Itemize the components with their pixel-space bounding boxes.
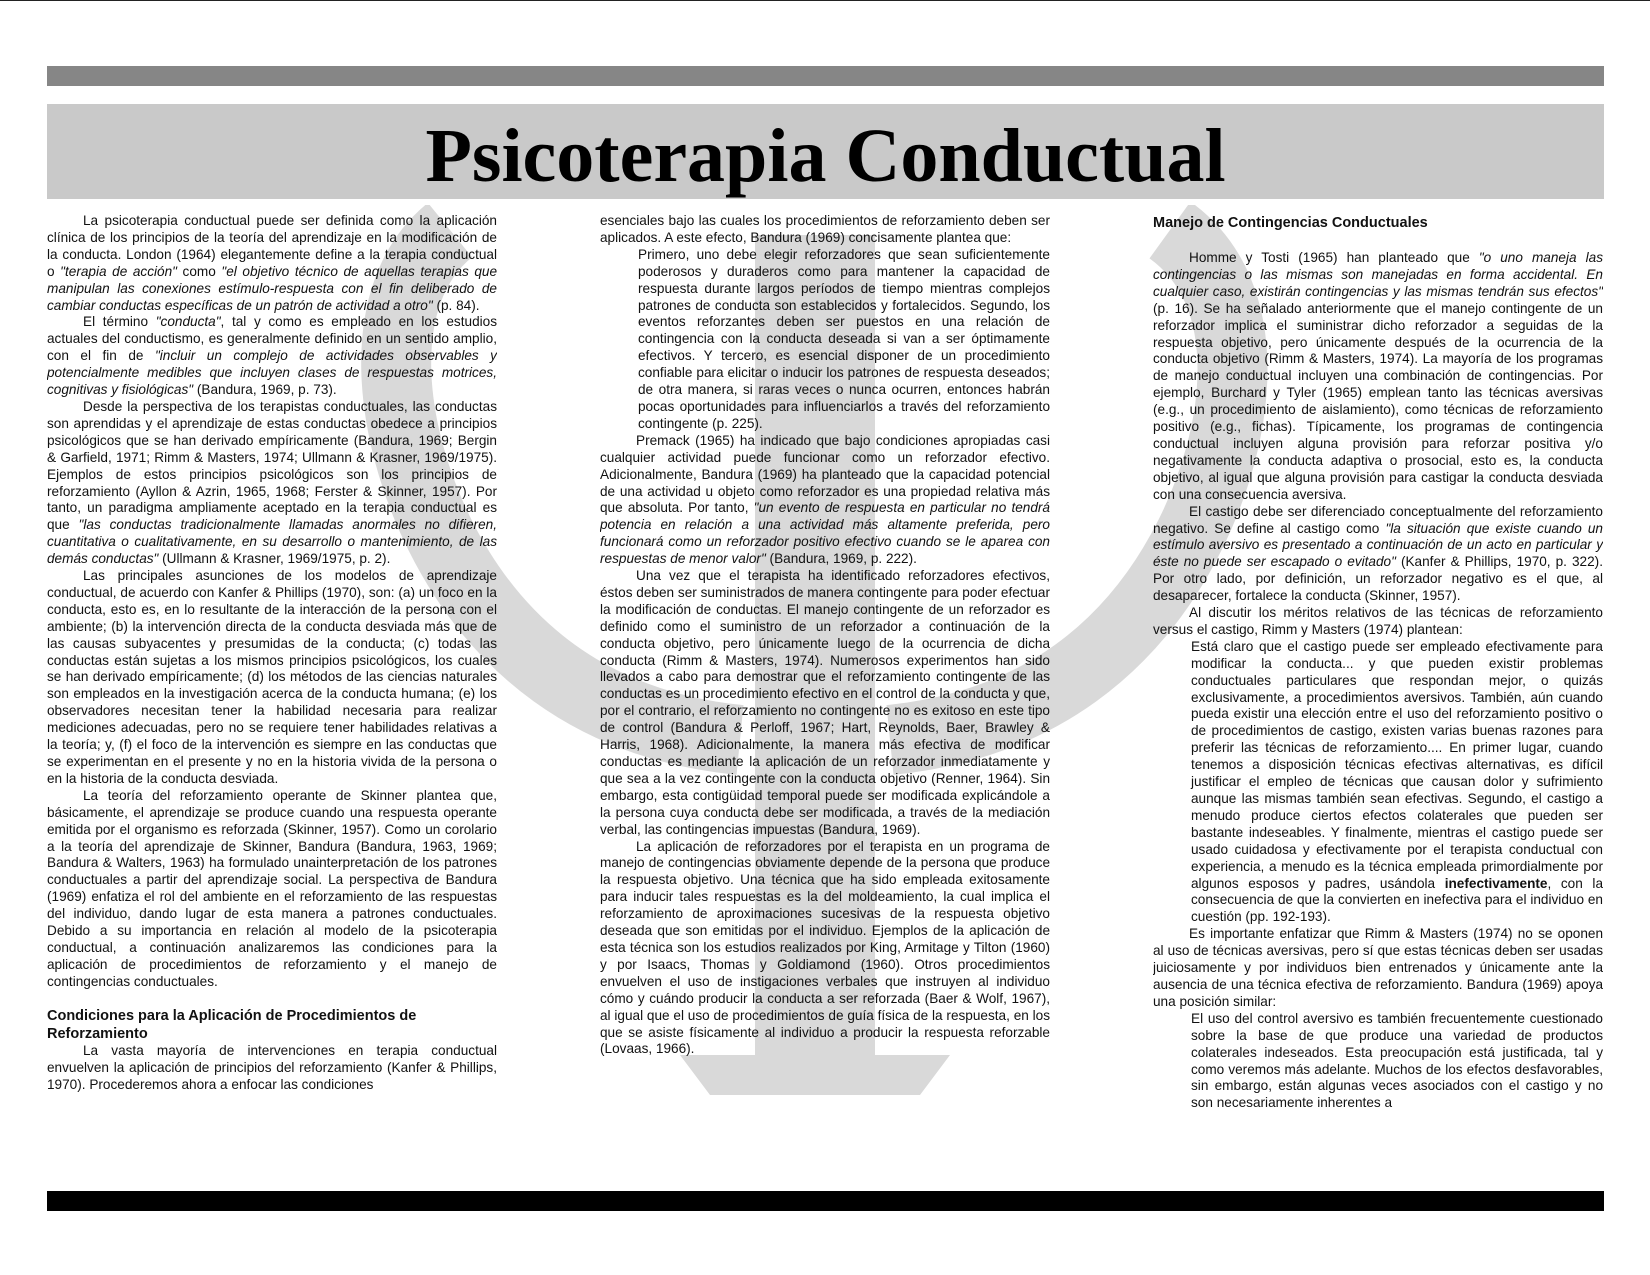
quote-run: "la situación que existe cuando un estímulo aversivo es presentado a continuación de un acto en particular y éste no puede ser escapado o evitado" — [1153, 520, 1603, 570]
quote-run: "o uno maneja las contingencias o las mismas son manejadas en forma accidental. En cualquier caso, existirán contingencias y las mismas tendrán sus efectos" — [1153, 250, 1603, 299]
text-run: Homme y Tosti (1965) han planteado que — [1189, 250, 1479, 265]
col2-paragraph-2 — [600, 433, 1050, 568]
footer-bar — [47, 1191, 1604, 1211]
text-run: , tal y como es empleado en los estudios actuales del conductismo, es generalmente definido en un sentido amplio, con el fin de — [47, 314, 497, 364]
text-run: El término — [83, 314, 156, 330]
col1-paragraph-5: La teoría del reforzamiento operante de Skinner plantea que, básicamente, el aprendizaje se produce cuando una respuesta operante emitida por el organismo es reforzada (Skinner, 1957). Como un corolario a la teoría del aprendizaje de Skinner, Bandura (Bandura, 1963, 1969; Bandura & Walters, 1963) ha formulado unainterpretación de los patrones conductuales a partir del aprendizaje social. La perspectiva de Bandura (1969) enfatiza el rol del ambiente en el reforzamiento de las respuestas del individuo, dando lugar de esta manera a patrones conductuales. Debido a su importancia en relación al modelo de la psicoterapia conductual, a continuación analizaremos las condiciones para la aplicación de procedimientos de reforzamiento y el manejo de contingencias conductuales. — [47, 787, 497, 989]
quote-run: "el objetivo técnico de aquellas terapias que manipulan las conexiones estímulo-respuesta con el fin deliberado de cambiar conductas específicas de un patrón de actividad a otro" — [47, 263, 497, 313]
column-2 — [600, 213, 1050, 1163]
section-heading-conditions: Condiciones para la Aplicación de Procedimientos de Reforzamiento — [47, 1007, 417, 1042]
column-1 — [47, 213, 497, 1163]
text-run: Está claro que el castigo puede ser empleado efectivamente para modificar la conducta... y que pueden existir problemas conductuales particulares que respondan mejor, o quizás exclusivamente, a procedimientos aversivos. También, aún cuando pueda existir una elección entre el uso del reforzamiento positivo o de procedimientos de castigo, existen varias buenas razones para preferir las técnicas de reforzamiento.... En primer lugar, cuando tenemos a disposición técnicas efectivas alternativas, es difícil justificar el empleo de técnicas que causan dolor y sufrimiento aunque las mismas también sean efectivas. Segundo, el castigo a menudo produce ciertos efectos colaterales que pueden ser bastante indeseables. Y finalmente, mientras el castigo puede ser usado cuidadosa y efectivamente por el terapista conductual con experiencia, a menudo es la técnica empleada primordialmente por algunos esposos y padres, usándola — [1191, 638, 1603, 891]
text-run: como — [176, 263, 222, 279]
col3-blockquote-1 — [1191, 639, 1603, 926]
col3-paragraph-3: Al discutir los méritos relativos de las técnicas de reforzamiento versus el castigo, Rimm y Masters (1974) plantean: — [1153, 605, 1603, 637]
section-heading-contingencies: Manejo de Contingencias Conductuales — [1153, 215, 1428, 231]
text-run: , con la consecuencia de que la convierten en inefectiva para el individuo en cuestión (pp. 192-193). — [1191, 875, 1603, 925]
quote-run: "incluir un complejo de actividades observables y potencialmente medibles que incluyen clases de respuestas motrices, cognitivas y fisiológicas" — [47, 348, 497, 398]
text-run: El castigo debe ser diferenciado conceptualmente del reforzamiento negativo. Se define al castigo como — [1153, 503, 1603, 536]
col3-paragraph-1 — [1153, 250, 1603, 504]
top-rule — [0, 0, 1650, 1]
text-run: (Bandura, 1969, p. 222). — [765, 551, 917, 567]
col2-blockquote-1: Primero, uno debe elegir reforzadores que sean suficientemente poderosos y duraderos como para mantener la capacidad de respuesta durante largos períodos de tiempo mientras complejos patrones de conducta son establecidos y fortalecidos. Segundo, los eventos reforzantes deben ser puestos en una relación de contingencia con la conducta deseada si van a ser óptimamente efectivos. Y tercero, es esencial disponer de un procedimiento confiable para elicitar o inducir los patrones de respuesta deseados; de otra manera, si raras veces o nunca ocurren, entonces habrán pocas oportunidades para influenciarlos a través del reforzamiento contingente (p. 225). — [638, 246, 1050, 431]
text-run: Desde la perspectiva de los terapistas conductuales, las conductas son aprendidas y el aprendizaje de estas conductas obedece a principios psicológicos que se han derivado empíricamente (Bandura, 1969; Bergin & Garfield, 1971; Rimm & Masters, 1974; Ullmann & Krasner, 1969/1975). Ejemplos de estos principios psicológicos son los principios de reforzamiento (Ayllon & Azrin, 1965, 1968; Ferster & Skinner, 1957). Por tanto, un paradigma ampliamente aceptado en la terapia conductual es que — [47, 398, 497, 533]
col1-paragraph-1 — [47, 213, 497, 314]
col3-blockquote-2: El uso del control aversivo es también frecuentemente cuestionado sobre la base de que produce una variedad de productos colaterales indeseados. Esta preocupación está justificada, tal y como veremos más adelante. Muchos de los efectos desfavorables, sin embargo, están algunas veces asociados con el castigo y no son necesariamente inherentes a — [1191, 1010, 1603, 1111]
header-band-dark — [47, 66, 1604, 86]
col1-paragraph-3 — [47, 399, 497, 568]
text-run: (p. 84). — [432, 297, 480, 313]
title-band — [47, 104, 1604, 199]
quote-run: "un evento de respuesta en particular no tendrá potencia en relación a una actividad más altamente preferida, pero funcionará como un reforzador positivo efectivo cuando se le aparea con respuestas de menor valor" — [600, 500, 1050, 567]
col2-paragraph-3: Una vez que el terapista ha identificado reforzadores efectivos, éstos deben ser suministrados de manera contingente para poder efectuar la modificación de conductas. El manejo contingente de un reforzador es definido como el suministro de un reforzador a continuación de la conducta objetivo, pero únicamente luego de la ocurrencia de dicha conducta (Rimm & Masters, 1974). Numerosos experimentos han sido llevados a cabo para demostrar que el reforzamiento contingente de las conductas es un procedimiento efectivo en el control de la conducta y que, por el contrario, el reforzamiento no contingente no es exitoso en este tipo de control (Bandura & Perloff, 1967; Hart, Reynolds, Baer, Brawley & Harris, 1968). Adicionalmente, la manera más efectiva de modificar conductas es mediante la aplicación de un reforzador inmediatamente y que sea a la vez contingente con la conducta objetivo (Renner, 1964). Sin embargo, esta contigüidad temporal puede ser modificada explicándole a la persona cuya conducta debe ser modificada, a través de la mediación verbal, las contingencias impuestas (Bandura, 1969). — [600, 568, 1050, 837]
col3-paragraph-2 — [1153, 504, 1603, 605]
col1-paragraph-4: Las principales asunciones de los modelos de aprendizaje conductual, de acuerdo con Kanfer & Phillips (1970), son: (a) un foco en la conducta, esto es, en lo resultante de la interacción de la persona con el ambiente; (b) la intervención directa de la conducta desviada más que de las causas subyacentes y presumidas de la conducta; (c) todas las conductas están sujetas a los mismos principios psicológicos, los cuales se han derivado empíricamente; (d) los métodos de las ciencias naturales son empleados en la investigación acerca de la conducta humana; (e) los observadores necesitan tener la habilidad necesaria para realizar mediciones adecuadas, pero no se requiere tener habilidades relativas a la teoría; y, (f) el foco de la intervención es siempre en las conductas que se experimentan en el presente y no en la historia vivida de la persona o en la historia de la conducta desviada. — [47, 568, 497, 786]
column-3 — [1153, 214, 1603, 1164]
text-run: (Bandura, 1969, p. 73). — [193, 382, 337, 398]
quote-run: "terapia de acción" — [60, 263, 177, 279]
col2-paragraph-1: esenciales bajo las cuales los procedimientos de reforzamiento deben ser aplicados. A este efecto, Bandura (1969) concisamente plantea que: — [600, 213, 1050, 245]
quote-run: "conducta" — [155, 314, 221, 330]
text-run: (p. 16). Se ha señalado anteriormente que el manejo contingente de un reforzador implica el suministrar dicho reforzador a seguidas de la respuesta objetivo, pero únicamente después de la ocurrencia de la conducta objetivo (Rimm & Masters, 1974). La mayoría de los programas de manejo conductual incluyen una combinación de contingencias. Por ejemplo, Burchard y Tyler (1965) emplean tanto las técnicas aversivas (e.g., un procedimiento de aislamiento), como técnicas de reforzamiento positivo (e.g., fichas). Típicamente, los programas de contingencia conductual incluyen alguna provisión para reforzar positiva y/o negativamente la conducta adaptiva o prosocial, esto es, la conducta objetivo, al igual que alguna provisión para castigar la conducta desviada con una consecuencia aversiva. — [1153, 300, 1603, 502]
bold-run: inefectivamente — [1444, 875, 1548, 891]
quote-run: "las conductas tradicionalmente llamadas anormales no difieren, cuantitativa o cualitativamente, en su desarrollo o mantenimiento, de las demás conductas" — [47, 517, 497, 567]
text-run: Premack (1965) ha indicado que bajo condiciones apropiadas casi cualquier actividad puede funcionar como un reforzador efectivo. Adicionalmente, Bandura (1969) ha planteado que la capacidad potencial de una actividad u objeto como reforzador es una propiedad relativa más que absoluta. Por tanto, — [600, 432, 1050, 516]
col1-paragraph-2 — [47, 314, 497, 399]
text-run: La psicoterapia conductual puede ser definida como la aplicación clínica de los principios de la teoría del aprendizaje en la modificación de la conducta. London (1964) elegantemente define a la terapia conductual o — [47, 213, 497, 279]
text-run: (Ullmann & Krasner, 1969/1975, p. 2). — [158, 551, 391, 567]
col2-paragraph-4: La aplicación de reforzadores por el terapista en un programa de manejo de contingencias obviamente depende de la persona que produce la respuesta objetivo. Una técnica que ha sido empleada exitosamente para inducir tales respuestas es la del moldeamiento, la cual implica el reforzamiento de aproximaciones sucesivas de la respuesta objetivo deseada que son emitidas por el individuo. Ejemplos de la aplicación de esta técnica son los estudios realizados por King, Armitage y Tilton (1960) y por Isaacs, Thomas y Goldiamond (1960). Otros procedimientos envuelven el uso de instigaciones verbales que instruyen al individuo cómo y cuándo producir la conducta a ser reforzada (Baer & Wolf, 1967), al igual que el uso de procedimientos de guía física de la respuesta, en los que se asiste físicamente al individuo a producir la respuesta reforzable (Lovaas, 1966). — [600, 838, 1050, 1057]
col1-paragraph-6: La vasta mayoría de intervenciones en terapia conductual envuelven la aplicación de principios del reforzamiento (Kanfer & Phillips, 1970). Procederemos ahora a enfocar las condiciones — [47, 1042, 497, 1092]
text-run: (Kanfer & Phillips, 1970, p. 322). Por otro lado, por definición, un reforzador negativo es el que, al desaparecer, fortalece la conducta (Skinner, 1957). — [1153, 554, 1603, 604]
page-title: Psicoterapia Conductual — [425, 113, 1226, 198]
col3-paragraph-4: Es importante enfatizar que Rimm & Masters (1974) no se oponen al uso de técnicas aversivas, pero sí que estas técnicas deben ser usadas juiciosamente y por individuos bien entrenados y únicamente ante la ausencia de una técnica efectiva de reforzamiento. Bandura (1969) apoya una posición similar: — [1153, 926, 1603, 1009]
